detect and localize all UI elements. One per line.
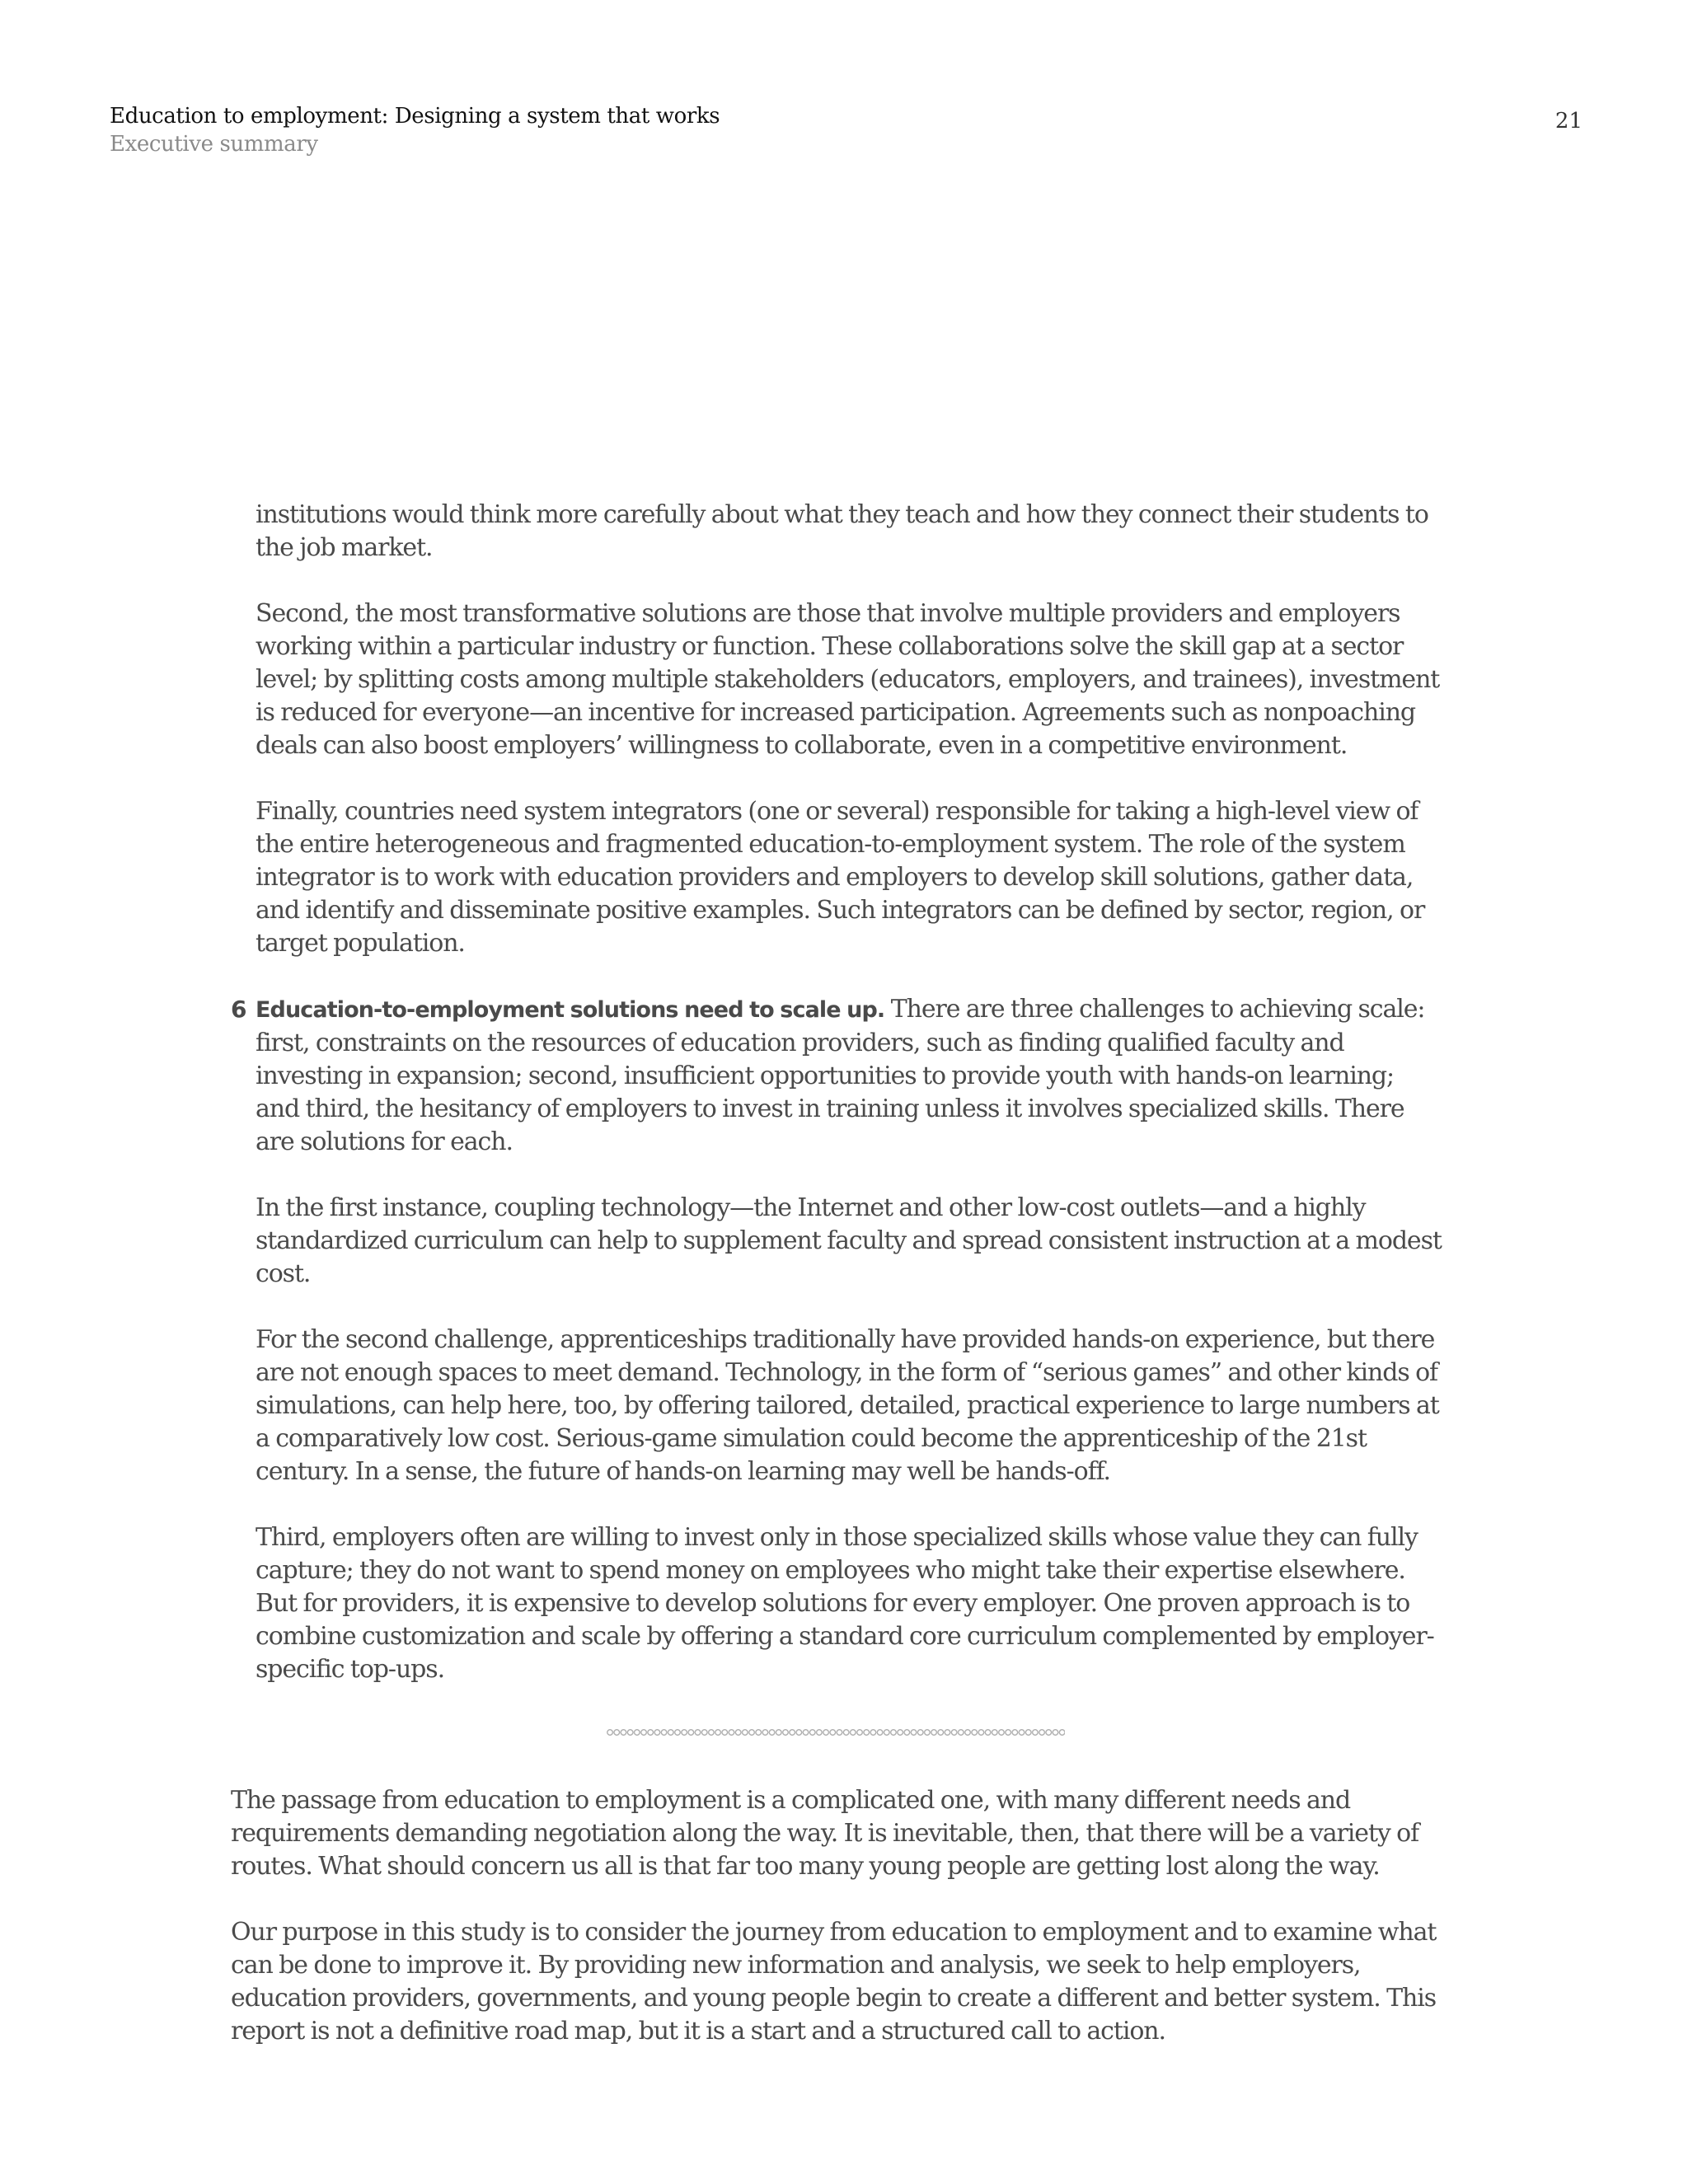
paragraph-second-challenge: For the second challenge, apprenticeships traditionally have provided hands-on experience, but there are not enough spaces to meet demand. Technology, in the form of “serious games” and other kinds of simulations, can help here, too, by offering tailored, detailed, practical experience to large numbers at a comparatively low cost. Serious-game simulation could become the apprenticeship of the 21st century. In a sense, the future of hands-on learning may well be hands-off. bbox=[256, 1325, 1439, 1486]
main-body bbox=[231, 499, 1442, 1719]
point-text: There are three challenges to achieving scale: first, constraints on the resources of education providers, such as finding qualified faculty and investing in expansion; second, insufficient opportunities to provide youth with hands-on learning; and third, the hesitancy of employers to invest in training unless it involves specialized skills. There are solutions for each. bbox=[256, 995, 1425, 1156]
paragraph-third-employers: Third, employers often are willing to invest only in those specialized skills whose value they can fully capture; they do not want to spend money on employees who might take their expertise elsewhere. But for providers, it is expensive to develop solutions for every employer. One proven approach is to combine customization and scale by offering a standard core curriculum complemented by employer-specific top-ups. bbox=[256, 1523, 1434, 1684]
point-heading: Education-to-employment solutions need to scale up. bbox=[256, 997, 885, 1023]
paragraph-second-solutions: Second, the most transformative solutions are those that involve multiple providers and employers working within a particular industry or function. These collaborations solve the skill gap at a sector level; by splitting costs among multiple stakeholders (educators, employers, and trainees), investment is reduced for everyone—an incentive for increased participation. Agreements such as nonpoaching deals can also boost employers’ willingness to collaborate, even in a competitive environment. bbox=[256, 599, 1440, 760]
dotted-divider bbox=[607, 1727, 1065, 1737]
closing-section bbox=[231, 1784, 1451, 2081]
numbered-point-6 bbox=[231, 993, 1442, 1159]
point-number: 6 bbox=[231, 996, 247, 1023]
paragraph-system-integrators: Finally, countries need system integrators (one or several) responsible for taking a high-level view of the entire heterogeneous and fragmented education-to-employment system. The role of the system integrator is to work with education providers and employers to develop skill solutions, gather data, and identify and disseminate positive examples. Such integrators can be defined by sector, region, or target population. bbox=[256, 797, 1425, 958]
paragraph-institutions: institutions would think more carefully about what they teach and how they connect their students to the job market. bbox=[256, 500, 1428, 562]
paragraph-first-instance: In the first instance, coupling technology—the Internet and other low-cost outlets—and a highly standardized curriculum can help to supplement faculty and spread consistent instruction at a modest cost. bbox=[256, 1193, 1442, 1288]
closing-paragraph-passage: The passage from education to employment is a complicated one, with many different needs and requirements demanding negotiation along the way. It is inevitable, then, that there will be a variety of routes. What should concern us all is that far too many young people are getting lost along the way. bbox=[231, 1786, 1419, 1881]
running-header bbox=[110, 102, 720, 158]
closing-paragraph-purpose: Our purpose in this study is to consider the journey from education to employment and to examine what can be done to improve it. By providing new information and analysis, we seek to help employers, education providers, governments, and young people begin to create a different and better system. This report is not a definitive road map, but it is a start and a structured call to action. bbox=[231, 1918, 1437, 2046]
section-title: Executive summary bbox=[110, 132, 318, 157]
page-number: 21 bbox=[1554, 109, 1582, 134]
document-title: Education to employment: Designing a system that works bbox=[110, 104, 720, 129]
